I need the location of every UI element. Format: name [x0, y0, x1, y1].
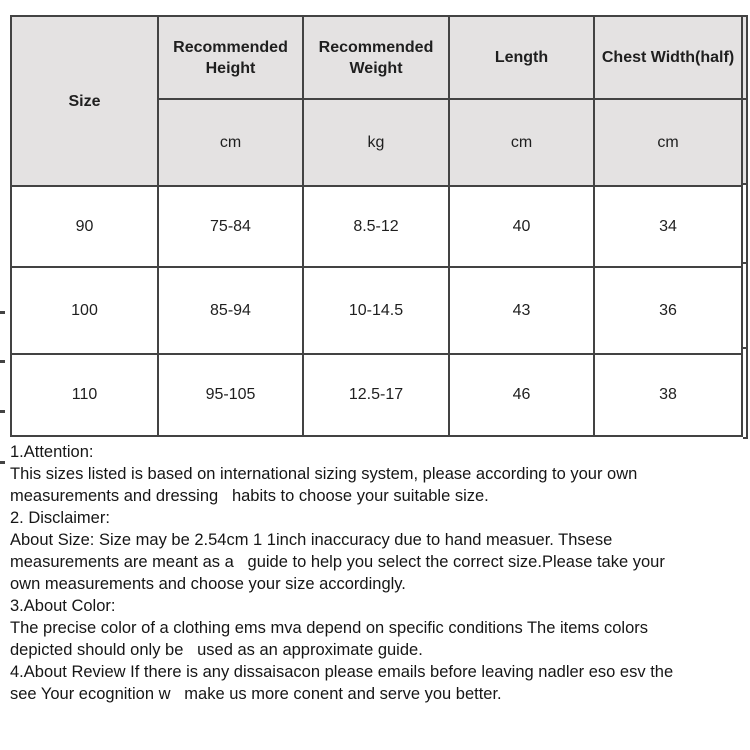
sliver-band — [743, 17, 746, 100]
note-attention-heading: 1.Attention: — [10, 443, 94, 461]
note-line: measurements and dressing habits to choose your suitable size. — [10, 487, 489, 505]
chest-value: 36 — [594, 267, 742, 354]
note-line: About Size: Size may be 2.54cm 1 1inch inaccuracy due to hand measuer. Thsese — [10, 531, 613, 549]
cropped-column-sliver — [743, 15, 748, 439]
table-row-size-110 — [11, 354, 742, 436]
cropped-edge-mark — [0, 461, 5, 464]
weight-value: 10-14.5 — [303, 267, 449, 354]
size-value: 90 — [11, 186, 158, 267]
sliver-band — [743, 349, 746, 429]
length-value: 46 — [449, 354, 594, 436]
table-header-row — [11, 16, 742, 99]
note-line: depicted should only be used as an approximate guide. — [10, 641, 423, 659]
length-value: 40 — [449, 186, 594, 267]
cropped-edge-mark — [0, 360, 5, 363]
height-value: 85-94 — [158, 267, 303, 354]
notes-section — [10, 441, 750, 705]
unit-chest-width: cm — [594, 99, 742, 186]
header-recommended-height: Recommended Height — [158, 16, 303, 99]
note-line: The precise color of a clothing ems mva depend on specific conditions The items colors — [10, 619, 649, 637]
note-line: own measurements and choose your size accordingly. — [10, 575, 406, 593]
sliver-band — [743, 185, 746, 264]
cropped-edge-mark — [0, 311, 5, 314]
weight-value: 8.5-12 — [303, 186, 449, 267]
note-line: see Your ecognition w make us more conent and serve you better. — [10, 685, 502, 703]
sliver-band — [743, 100, 746, 185]
note-line: This sizes listed is based on international sizing system, please according to your own — [10, 465, 638, 483]
sliver-band — [743, 264, 746, 349]
size-value: 100 — [11, 267, 158, 354]
note-line: measurements are meant as a guide to help you select the correct size.Please take your — [10, 553, 665, 571]
cropped-edge-mark — [0, 410, 5, 413]
unit-height: cm — [158, 99, 303, 186]
header-recommended-weight: Recommended Weight — [303, 16, 449, 99]
header-chest-width: Chest Width(half) — [594, 16, 742, 99]
length-value: 43 — [449, 267, 594, 354]
header-length: Length — [449, 16, 594, 99]
unit-weight: kg — [303, 99, 449, 186]
chest-value: 34 — [594, 186, 742, 267]
unit-length: cm — [449, 99, 594, 186]
note-disclaimer-heading: 2. Disclaimer: — [10, 509, 110, 527]
chest-value: 38 — [594, 354, 742, 436]
note-about-color-heading: 3.About Color: — [10, 597, 116, 615]
table-row-size-100 — [11, 267, 742, 354]
weight-value: 12.5-17 — [303, 354, 449, 436]
size-table — [10, 15, 743, 437]
table-row-size-90 — [11, 186, 742, 267]
size-value: 110 — [11, 354, 158, 436]
height-value: 75-84 — [158, 186, 303, 267]
height-value: 95-105 — [158, 354, 303, 436]
header-size: Size — [11, 16, 158, 186]
note-about-review-line: 4.About Review If there is any dissaisacon please emails before leaving nadler eso esv the — [10, 663, 674, 681]
